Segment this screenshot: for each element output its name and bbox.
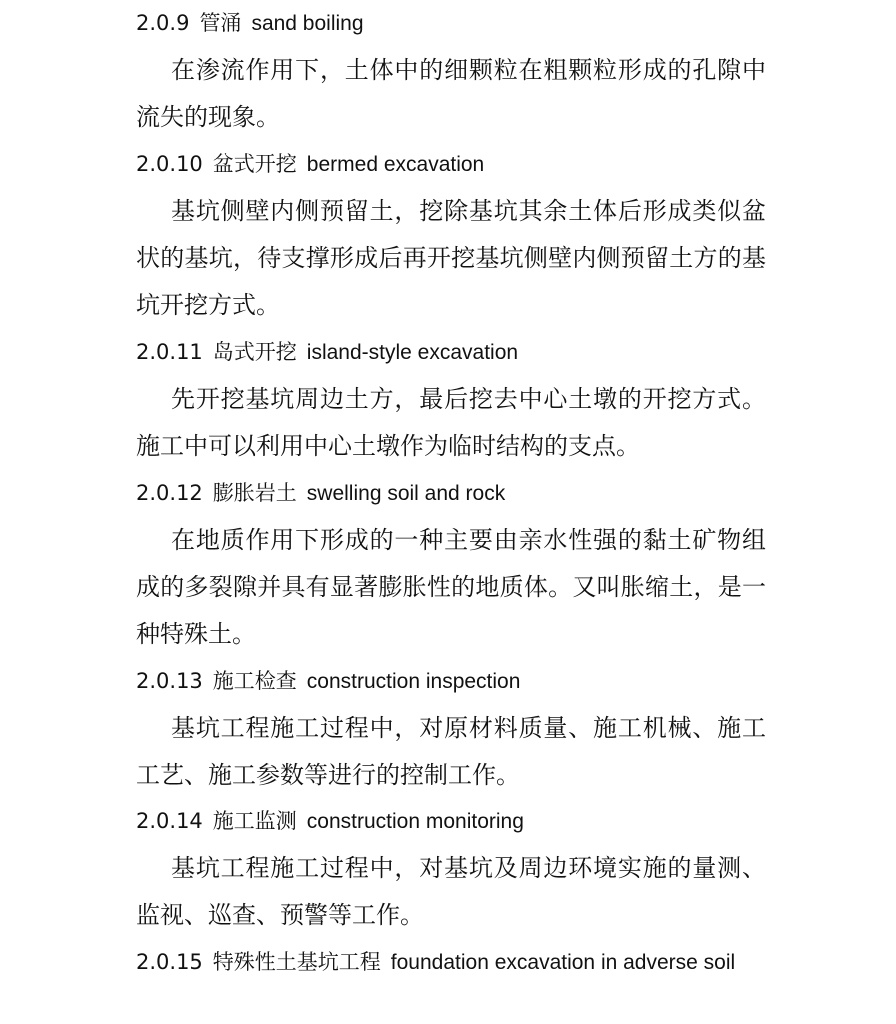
term-heading (136, 8, 776, 39)
term-definition: 先开挖基坑周边土方，最后挖去中心土墩的开挖方式。施工中可以利用中心土墩作为临时结构的支点。 (136, 385, 766, 460)
term-number: 2.0.9 (136, 11, 190, 35)
term-definition: 基坑工程施工过程中，对原材料质量、施工机械、施工工艺、施工参数等进行的控制工作。 (136, 714, 766, 789)
term-english: foundation excavation in adverse soil (390, 951, 736, 974)
term-definition: 基坑侧壁内侧预留土，挖除基坑其余土体后形成类似盆状的基坑，待支撑形成后再开挖基坑侧壁内侧预留土方的基坑开挖方式。 (136, 197, 766, 319)
term-english: island-style excavation (306, 341, 519, 364)
term-english: bermed excavation (306, 153, 485, 176)
term-heading (136, 478, 776, 509)
term-chinese: 特殊性土基坑工程 (212, 950, 381, 974)
term-english: swelling soil and rock (306, 482, 506, 505)
term-number: 2.0.10 (136, 152, 203, 176)
term-heading (136, 806, 776, 837)
term-definition: 基坑工程施工过程中，对基坑及周边环境实施的量测、监视、巡查、预警等工作。 (136, 854, 766, 929)
term-chinese: 岛式开挖 (212, 340, 297, 364)
term-number: 2.0.11 (136, 340, 203, 364)
term-number: 2.0.14 (136, 809, 203, 833)
term-heading (136, 939, 746, 986)
term-number: 2.0.13 (136, 669, 203, 693)
term-english: construction inspection (306, 670, 521, 693)
term-chinese: 膨胀岩土 (212, 481, 297, 505)
term-number: 2.0.12 (136, 481, 203, 505)
term-english: sand boiling (251, 12, 364, 35)
term-chinese: 盆式开挖 (212, 152, 297, 176)
term-number: 2.0.15 (136, 950, 203, 974)
term-chinese: 施工监测 (212, 809, 297, 833)
term-chinese: 管涌 (199, 11, 242, 35)
term-heading (136, 149, 776, 180)
term-chinese: 施工检查 (212, 669, 297, 693)
term-heading (136, 337, 776, 368)
term-definition: 在渗流作用下，土体中的细颗粒在粗颗粒形成的孔隙中流失的现象。 (136, 56, 766, 131)
term-definition: 在地质作用下形成的一种主要由亲水性强的黏土矿物组成的多裂隙并具有显著膨胀性的地质体。又叫胀缩土，是一种特殊土。 (136, 526, 766, 648)
term-heading (136, 666, 776, 697)
term-english: construction monitoring (306, 810, 524, 833)
